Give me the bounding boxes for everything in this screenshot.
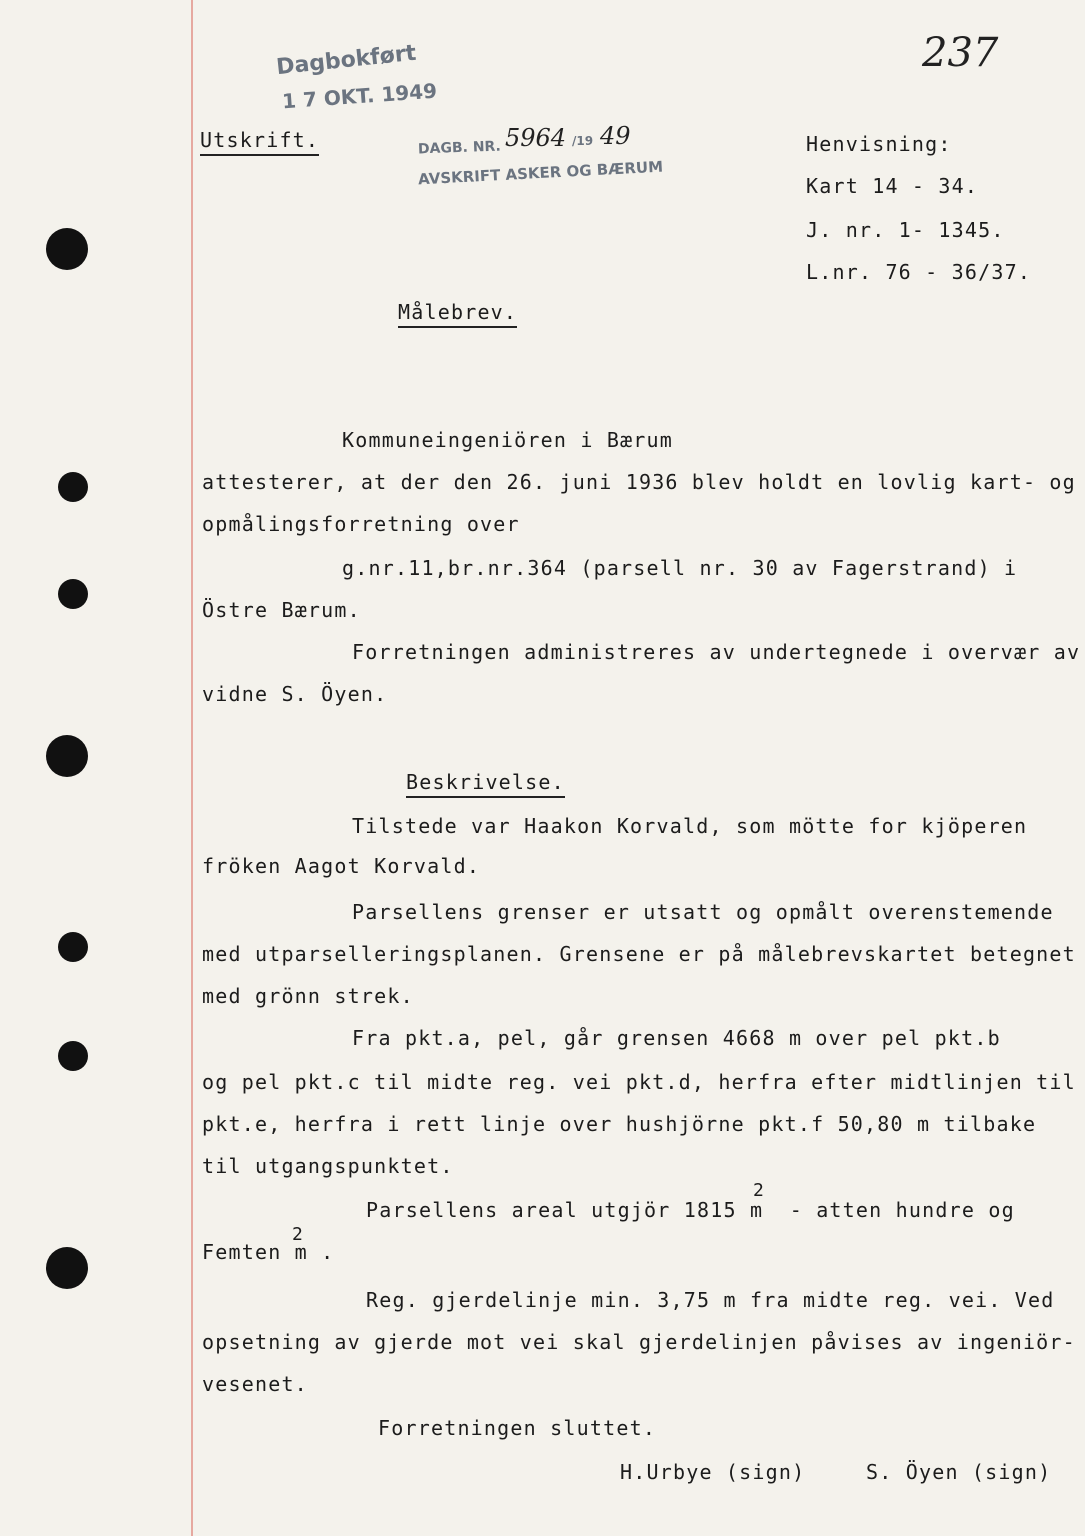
document-title: Målebrev. [398,300,544,324]
superscript-two: 2 [292,1224,303,1245]
text-line: Parsellens areal utgjör 1815 m - atten hundre og [366,1198,1015,1222]
text-line: g.nr.11,br.nr.364 (parsell nr. 30 av Fagerstrand) i [342,556,1018,580]
text-line: vesenet. [202,1372,308,1396]
punch-hole [46,735,88,777]
dagb-year-separator: /19 [572,134,594,148]
page-number: 237 [922,30,999,76]
text-line: opmålingsforretning over [202,512,520,536]
text-line: Tilstede var Haakon Korvald, som mötte for kjöperen [352,814,1028,838]
punch-hole [46,228,88,270]
utskrift-label: Utskrift. [200,128,346,152]
dagb-number: 5964 [505,124,567,152]
dagb-nr-label: DAGB. NR. [417,138,502,158]
reference-line: Kart 14 - 34. [806,174,979,198]
punch-hole [46,1247,88,1289]
margin-line [191,0,193,1536]
punch-hole [58,1041,88,1071]
text-line: vidne S. Öyen. [202,682,388,706]
punch-hole [58,472,88,502]
text-line: attesterer, at der den 26. juni 1936 blev holdt en lovlig kart- og [202,470,1076,494]
text-line: til utgangspunktet. [202,1154,454,1178]
text-line: med utparselleringsplanen. Grensene er på målebrevskartet betegnet [202,942,1076,966]
text-line: Forretningen administreres av undertegnede i overvær av [352,640,1081,664]
dagbokfort-date: 1 7 OKT. 1949 [281,78,438,114]
avskrift-stamp: AVSKRIFT ASKER OG BÆRUM [417,157,664,189]
signature-urbye: H.Urbye (sign) [620,1460,806,1484]
dagbokfort-stamp: Dagbokført [275,40,418,81]
text-line: opsetning av gjerde mot vei skal gjerdelinjen påvises av ingeniör- [202,1330,1076,1354]
text-line: fröken Aagot Korvald. [202,854,481,878]
text-line: pkt.e, herfra i rett linje over hushjörne pkt.f 50,80 m tilbake [202,1112,1037,1136]
text-line: Kommuneingeniören i Bærum [342,428,674,452]
text-line: Östre Bærum. [202,598,361,622]
text-line: Forretningen sluttet. [378,1416,657,1440]
punch-hole [58,579,88,609]
section-title: Beskrivelse. [406,770,591,794]
text-line: med grönn strek. [202,984,414,1008]
dagb-year: 49 [600,122,631,150]
text-line: Reg. gjerdelinje min. 3,75 m fra midte reg. vei. Ved [366,1288,1055,1312]
text-line: Fra pkt.a, pel, går grensen 4668 m over pel pkt.b [352,1026,1001,1050]
reference-line: J. nr. 1- 1345. [806,218,1005,242]
signature-oyen: S. Öyen (sign) [866,1460,1052,1484]
text-line: Femten m . [202,1240,335,1264]
henvisning-title: Henvisning: [806,132,952,156]
punch-hole [58,932,88,962]
text-line: og pel pkt.c til midte reg. vei pkt.d, herfra efter midtlinjen til [202,1070,1076,1094]
reference-line: L.nr. 76 - 36/37. [806,260,1032,284]
superscript-two: 2 [753,1180,764,1201]
text-line: Parsellens grenser er utsatt og opmålt overenstemende [352,900,1054,924]
